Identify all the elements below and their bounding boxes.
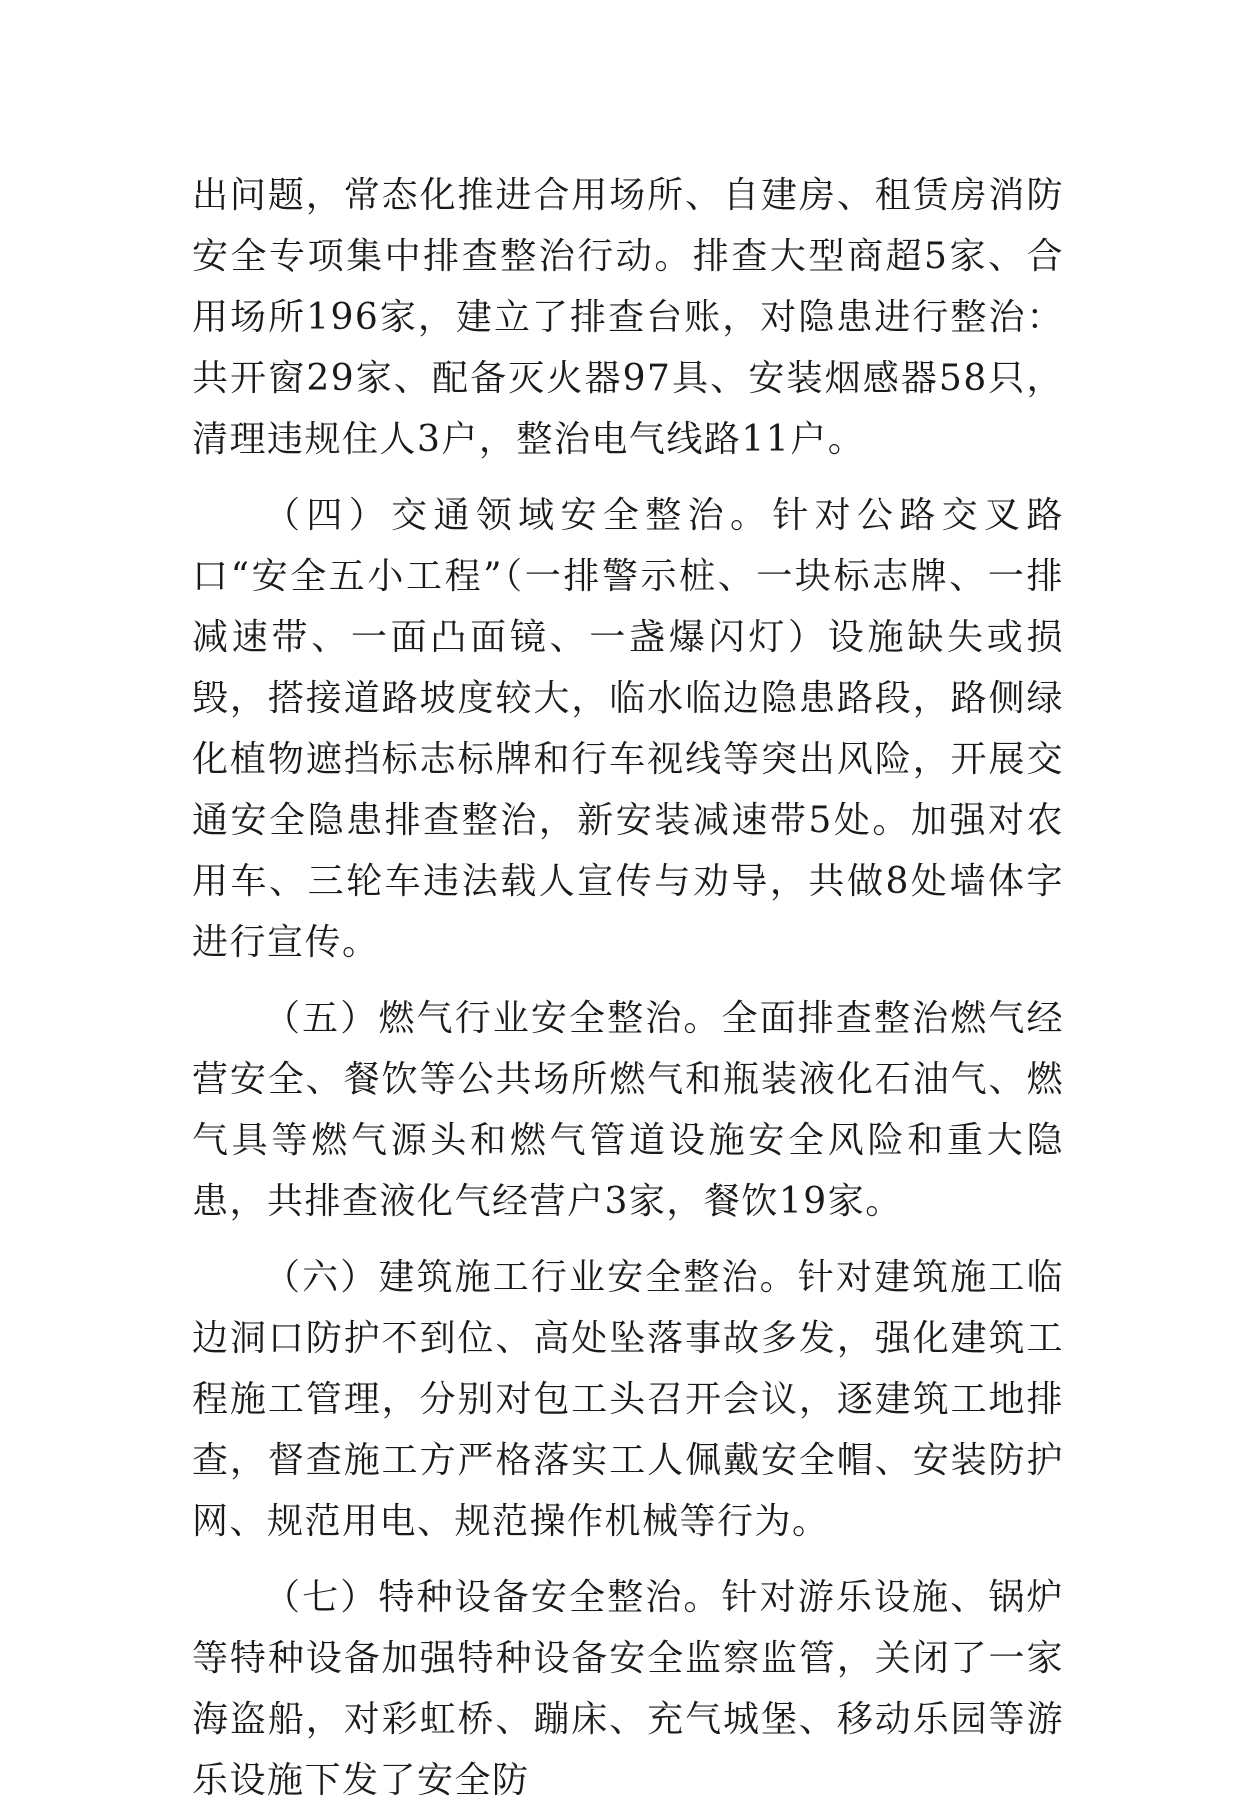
paragraph-traffic-safety: （四）交通领域安全整治。针对公路交叉路口“安全五小工程”（一排警示桩、一块标志牌、一排减速带、一面凸面镜、一盏爆闪灯）设施缺失或损毁，搭接道路坡度较大，临水临边隐患路段，路侧绿化植物遮挡标志标牌和行车视线等突出风险，开展交通安全隐患排查整治，新安装减速带5处。加强对农用车、三轮车违法载人宣传与劝导，共做8处墙体字进行宣传。 — [192, 495, 1064, 963]
paragraph-gas-safety: （五）燃气行业安全整治。全面排查整治燃气经营安全、餐饮等公共场所燃气和瓶装液化石油气、燃气具等燃气源头和燃气管道设施安全风险和重大隐患，共排查液化气经营户3家，餐饮19家。 — [192, 998, 1064, 1222]
paragraph-construction-safety: （六）建筑施工行业安全整治。针对建筑施工临边洞口防护不到位、高处坠落事故多发，强化建筑工程施工管理，分别对包工头召开会议，逐建筑工地排查，督查施工方严格落实工人佩戴安全帽、安装防护网、规范用电、规范操作机械等行为。 — [192, 1257, 1064, 1542]
document-body — [192, 165, 1064, 1811]
paragraph-special-equipment-safety: （七）特种设备安全整治。针对游乐设施、锅炉等特种设备加强特种设备安全监察监管，关闭了一家海盗船，对彩虹桥、蹦床、充气城堡、移动乐园等游乐设施下发了安全防 — [192, 1577, 1064, 1801]
paragraph-continued: 出问题，常态化推进合用场所、自建房、租赁房消防安全专项集中排查整治行动。排查大型商超5家、合用场所196家，建立了排查台账，对隐患进行整治：共开窗29家、配备灭火器97具、安装烟感器58只，清理违规住人3户，整治电气线路11户。 — [192, 175, 1064, 460]
